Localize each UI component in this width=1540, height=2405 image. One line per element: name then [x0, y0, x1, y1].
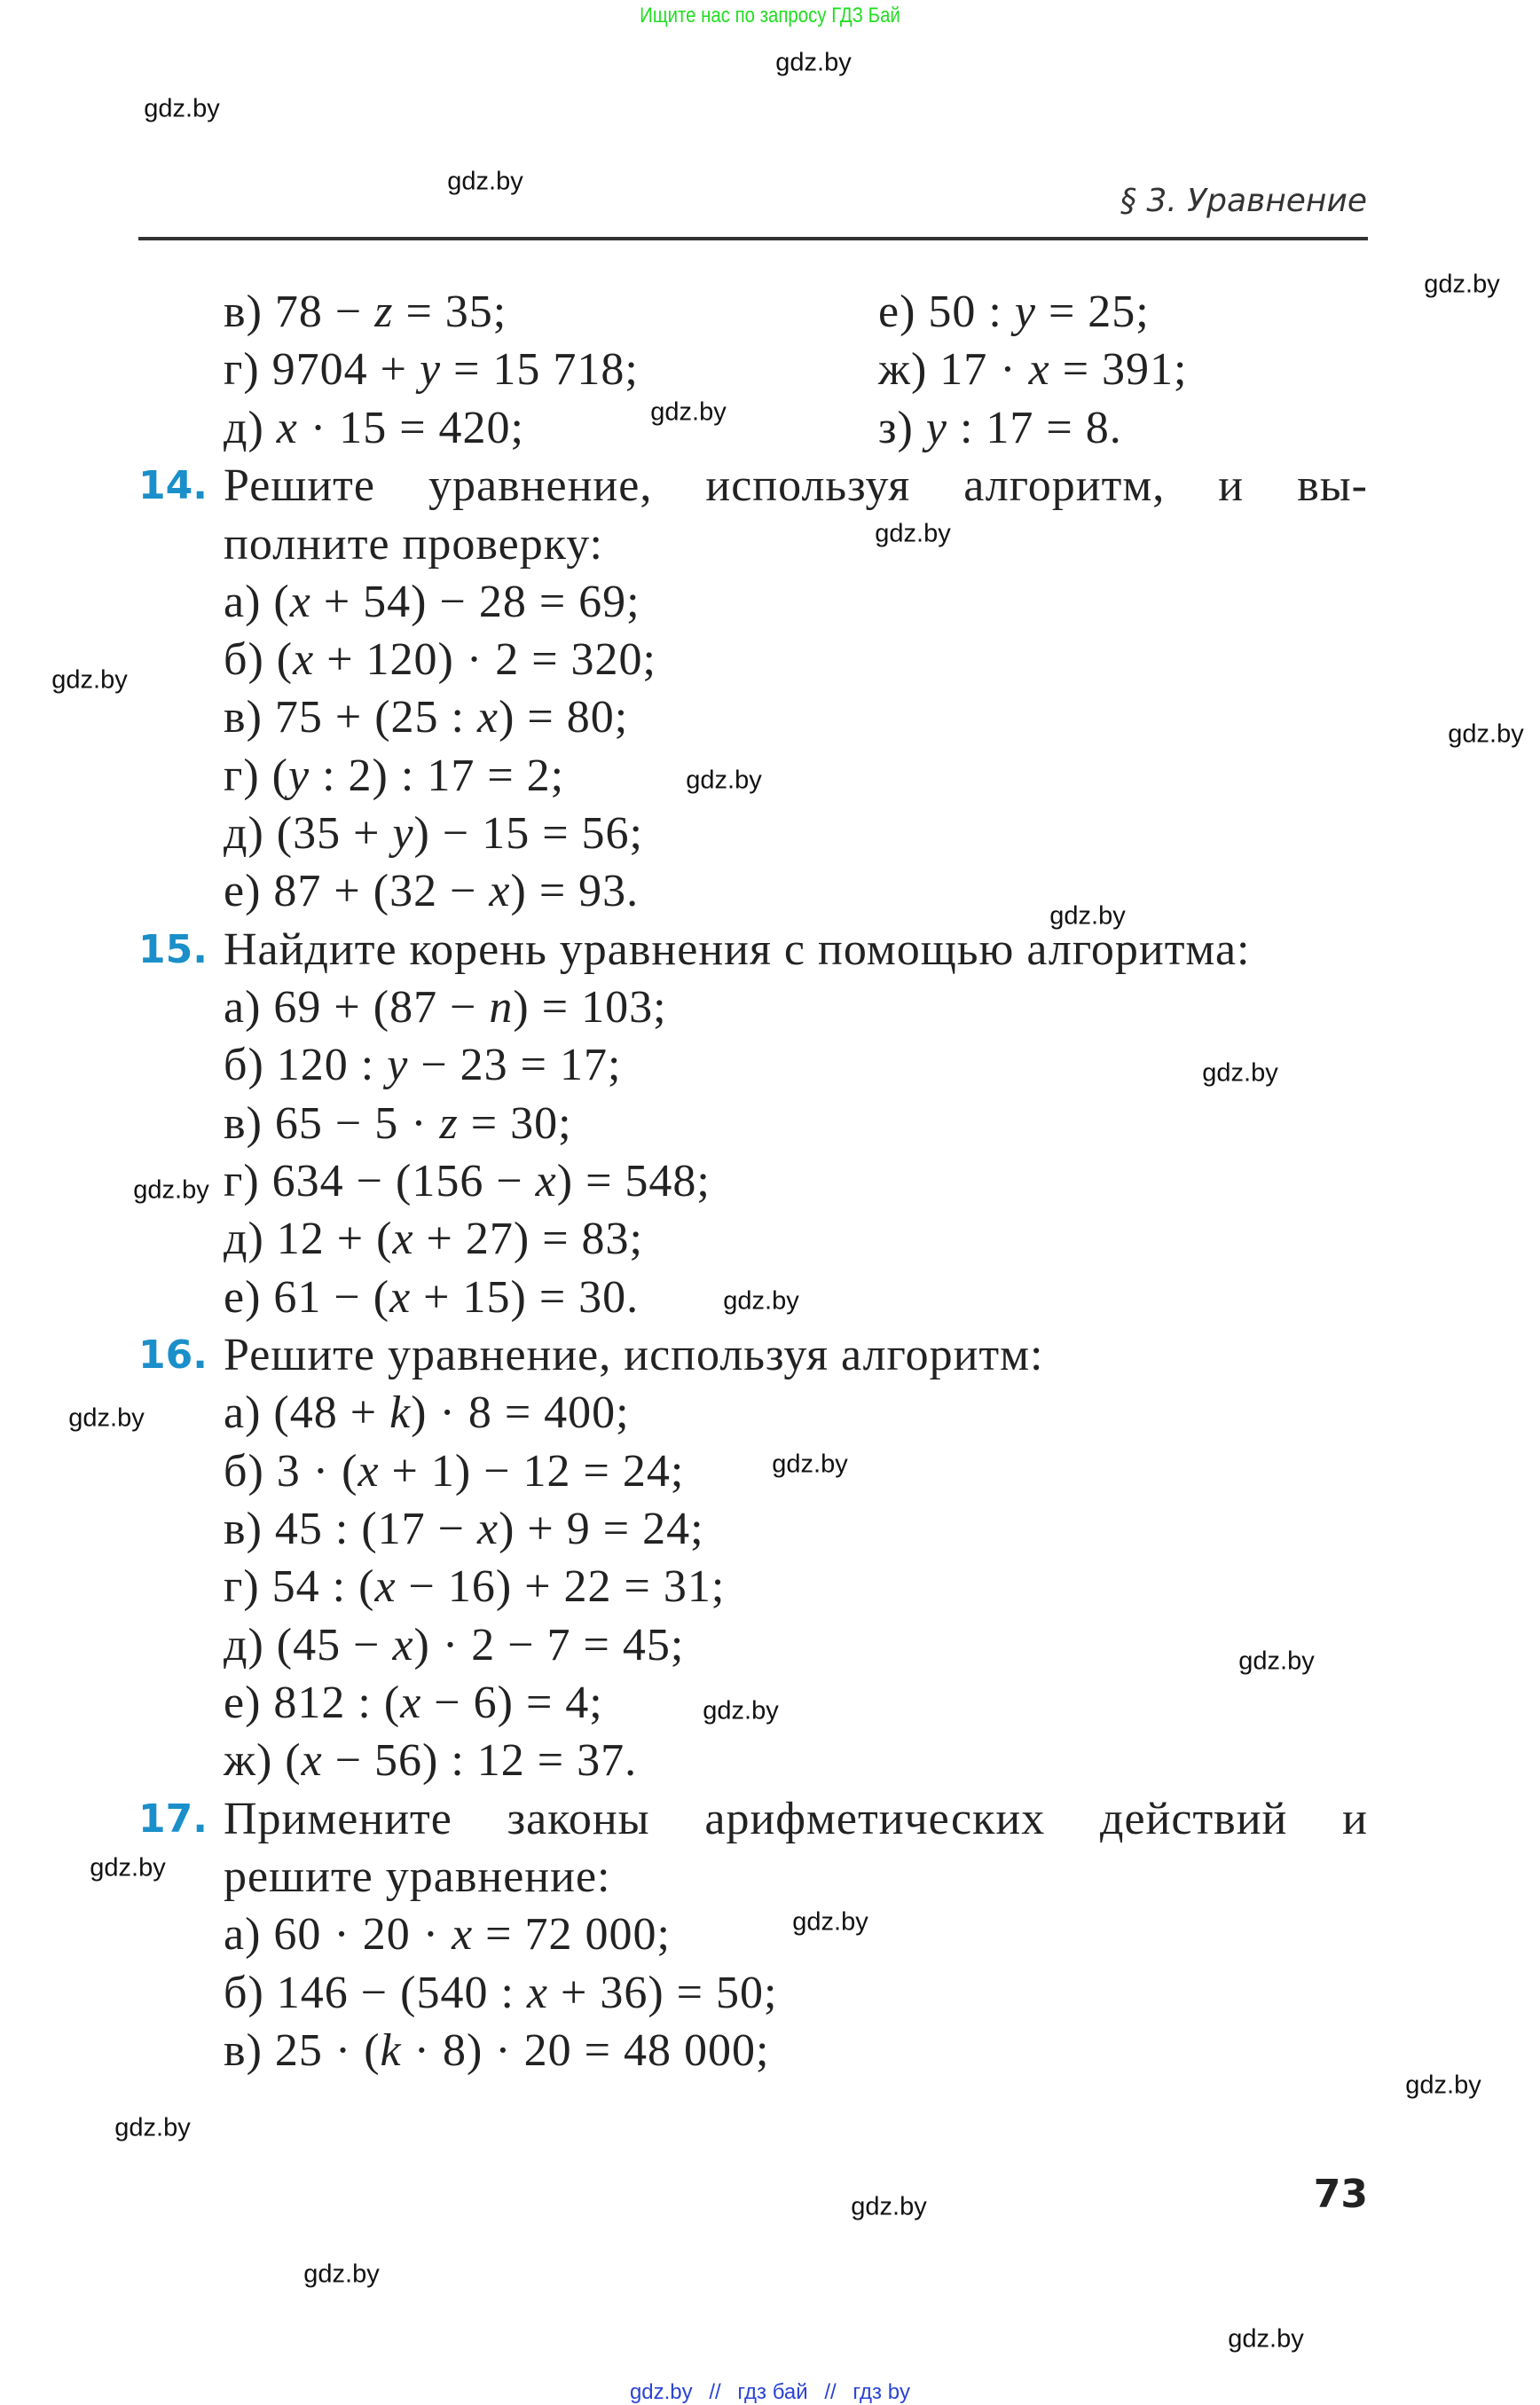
- watermark: gdz.by: [703, 1696, 779, 1725]
- watermark: gdz.by: [133, 1175, 209, 1205]
- watermark: gdz.by: [686, 766, 762, 795]
- equation: г) 54 : (x − 16) + 22 = 31;: [224, 1561, 726, 1612]
- equation: б) 120 : y − 23 = 17;: [224, 1040, 622, 1090]
- footer-link-gdz-bai[interactable]: гдз бай: [737, 2380, 808, 2404]
- watermark: gdz.by: [772, 1450, 848, 1479]
- watermark: gdz.by: [851, 2192, 927, 2221]
- equation: г) 9704 + y = 15 718;: [224, 344, 639, 395]
- watermark: gdz.by: [1238, 1647, 1315, 1676]
- equation: а) (48 + k) · 8 = 400;: [224, 1387, 630, 1438]
- top-banner-link[interactable]: Ищите нас по запросу ГДЗ Бай: [640, 4, 900, 28]
- task-number: 16.: [138, 1332, 208, 1378]
- equation: в) 75 + (25 : x) = 80;: [224, 692, 629, 743]
- watermark: gdz.by: [447, 167, 523, 196]
- task-text: Найдите корень уравнения с помощью алгоритма:: [224, 924, 1251, 975]
- watermark: gdz.by: [1448, 719, 1524, 749]
- equation: в) 65 − 5 · z = 30;: [224, 1098, 572, 1149]
- watermark: gdz.by: [1049, 901, 1126, 931]
- equation: д) (35 + y) − 15 = 56;: [224, 808, 643, 859]
- footer-link-gdz-by[interactable]: gdz.by: [629, 2380, 693, 2404]
- watermark: gdz.by: [775, 48, 852, 77]
- watermark: gdz.by: [650, 397, 727, 427]
- watermark: gdz.by: [1228, 2324, 1304, 2354]
- watermark: gdz.by: [51, 665, 128, 695]
- watermark: gdz.by: [303, 2260, 380, 2289]
- equation: г) 634 − (156 − x) = 548;: [224, 1156, 711, 1206]
- equation: а) 60 · 20 · x = 72 000;: [224, 1909, 671, 1960]
- task-text: Решите уравнение, используя алгоритм, и вы-: [224, 460, 1368, 511]
- page-number: 73: [1313, 2172, 1368, 2217]
- equation: ж) 17 · x = 391;: [878, 344, 1188, 395]
- equation: д) 12 + (x + 27) = 83;: [224, 1214, 643, 1264]
- equation: е) 61 − (x + 15) = 30.: [224, 1272, 640, 1323]
- watermark: gdz.by: [144, 94, 220, 123]
- watermark: gdz.by: [1424, 270, 1500, 299]
- task-number: 15.: [138, 927, 208, 972]
- watermark: gdz.by: [723, 1286, 799, 1316]
- footer-separator: //: [709, 2380, 721, 2404]
- equation: д) x · 15 = 420;: [224, 403, 524, 453]
- equation: б) 146 − (540 : x + 36) = 50;: [224, 1968, 778, 2018]
- equation: ж) (x − 56) : 12 = 37.: [224, 1735, 638, 1786]
- task-number: 14.: [138, 463, 208, 508]
- task-text: решите уравнение:: [224, 1851, 611, 1902]
- footer-separator: //: [824, 2380, 837, 2404]
- task-number: 17.: [138, 1796, 208, 1842]
- equation: б) 3 · (x + 1) − 12 = 24;: [224, 1446, 685, 1497]
- watermark: gdz.by: [1405, 2071, 1481, 2100]
- footer-links: [0, 2380, 1540, 2405]
- watermark: gdz.by: [792, 1907, 868, 1937]
- watermark: gdz.by: [90, 1853, 166, 1882]
- equation: е) 87 + (32 − x) = 93.: [224, 866, 640, 916]
- equation: в) 25 · (k · 8) · 20 = 48 000;: [224, 2025, 770, 2076]
- section-title: § 3. Уравнение: [1120, 183, 1367, 219]
- equation: б) (x + 120) · 2 = 320;: [224, 634, 656, 685]
- task-text: Примените законы арифметических действий и: [224, 1794, 1368, 1844]
- equation: г) (y : 2) : 17 = 2;: [224, 751, 565, 801]
- watermark: gdz.by: [875, 519, 951, 548]
- equation: а) (x + 54) − 28 = 69;: [224, 577, 640, 627]
- task-text: полните проверку:: [224, 519, 603, 570]
- header-divider: [138, 237, 1368, 240]
- equation: в) 78 − z = 35;: [224, 287, 507, 337]
- equation: е) 50 : y = 25;: [878, 287, 1150, 337]
- watermark: gdz.by: [1202, 1058, 1278, 1088]
- equation: а) 69 + (87 − n) = 103;: [224, 982, 667, 1033]
- equation: з) y : 17 = 8.: [878, 403, 1122, 453]
- equation: е) 812 : (x − 6) = 4;: [224, 1678, 603, 1728]
- equation: в) 45 : (17 − x) + 9 = 24;: [224, 1504, 704, 1554]
- watermark: gdz.by: [114, 2113, 191, 2142]
- watermark: gdz.by: [68, 1403, 145, 1433]
- footer-link-gdz-by-cyr[interactable]: гдз by: [852, 2380, 911, 2404]
- equation: д) (45 − x) · 2 − 7 = 45;: [224, 1620, 685, 1670]
- task-text: Решите уравнение, используя алгоритм:: [224, 1330, 1044, 1380]
